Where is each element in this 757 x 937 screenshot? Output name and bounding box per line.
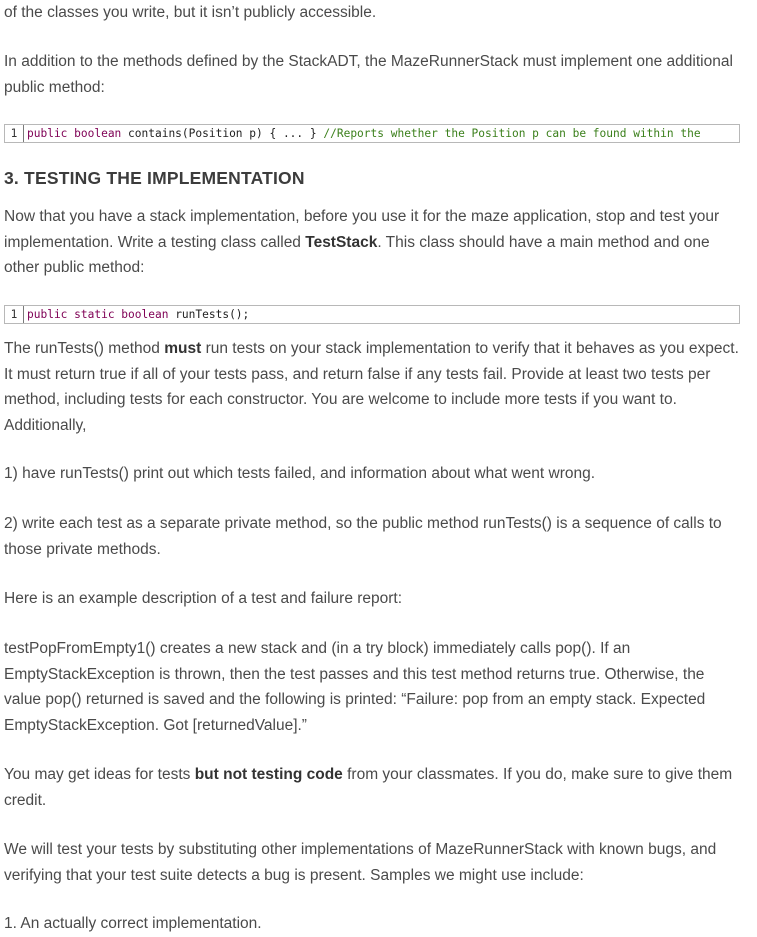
section-heading-testing: 3. TESTING THE IMPLEMENTATION	[4, 168, 305, 188]
code-text: contains(Position p) { ... }	[121, 127, 324, 140]
paragraph-example: Here is an example description of a test and failure report:	[4, 590, 403, 607]
code-block-contains	[4, 124, 740, 143]
paragraph-testpop: testPopFromEmpty1() creates a new stack and (in a try block) immediately calls pop(). If an EmptyStackException is thrown, then the test passes and this test method returns true. Otherwise, the value pop() returned is saved and the following is printed: “Failure: pop from an empty stack. Expected EmptyStackException. Got [returnedValue].”	[4, 640, 706, 734]
class-name-teststack: TestStack	[305, 233, 378, 251]
code-keyword: public boolean	[27, 127, 122, 140]
code-block-runtests	[4, 305, 740, 324]
paragraph-ideas: You may get ideas for tests but not testing code from your classmates. If you do, make sure to give them credit.	[4, 766, 733, 809]
code-text: runTests();	[168, 308, 250, 321]
paragraph-will-test: We will test your tests by substituting other implementations of MazeRunnerStack with known bugs, and verifying that your test suite detects a bug is present. Samples we might use include:	[4, 841, 717, 884]
line-number: 1	[5, 306, 24, 323]
code-comment: //Reports whether the Position p can be found within the	[323, 127, 701, 140]
list-item-1: 1. An actually correct implementation.	[4, 915, 262, 932]
paragraph-addition: In addition to the methods defined by the StackADT, the MazeRunnerStack must implement one additional public method:	[4, 53, 733, 96]
paragraph-now: Now that you have a stack implementation, before you use it for the maze application, stop and test your implementation. Write a testing class called TestStack. This class should have a main method and one other public method:	[4, 208, 720, 276]
paragraph-item-2: 2) write each test as a separate private method, so the public method runTests() is a sequence of calls to those private methods.	[4, 515, 722, 558]
paragraph-runtests: The runTests() method must run tests on your stack implementation to verify that it behaves as you expect. It must return true if all of your tests pass, and return false if any tests fail. Provide at least two tests per method, including tests for each constructor. You are welcome to include more tests if you want to. Additionally,	[4, 340, 739, 434]
emphasis-must: must	[164, 340, 202, 357]
line-number: 1	[5, 125, 24, 142]
emphasis-not-testing-code: but not testing code	[194, 766, 343, 783]
paragraph-top: of the classes you write, but it isn’t publicly accessible.	[4, 4, 377, 21]
paragraph-item-1: 1) have runTests() print out which tests failed, and information about what went wrong.	[4, 465, 596, 482]
code-keyword: public static boolean	[27, 308, 169, 321]
